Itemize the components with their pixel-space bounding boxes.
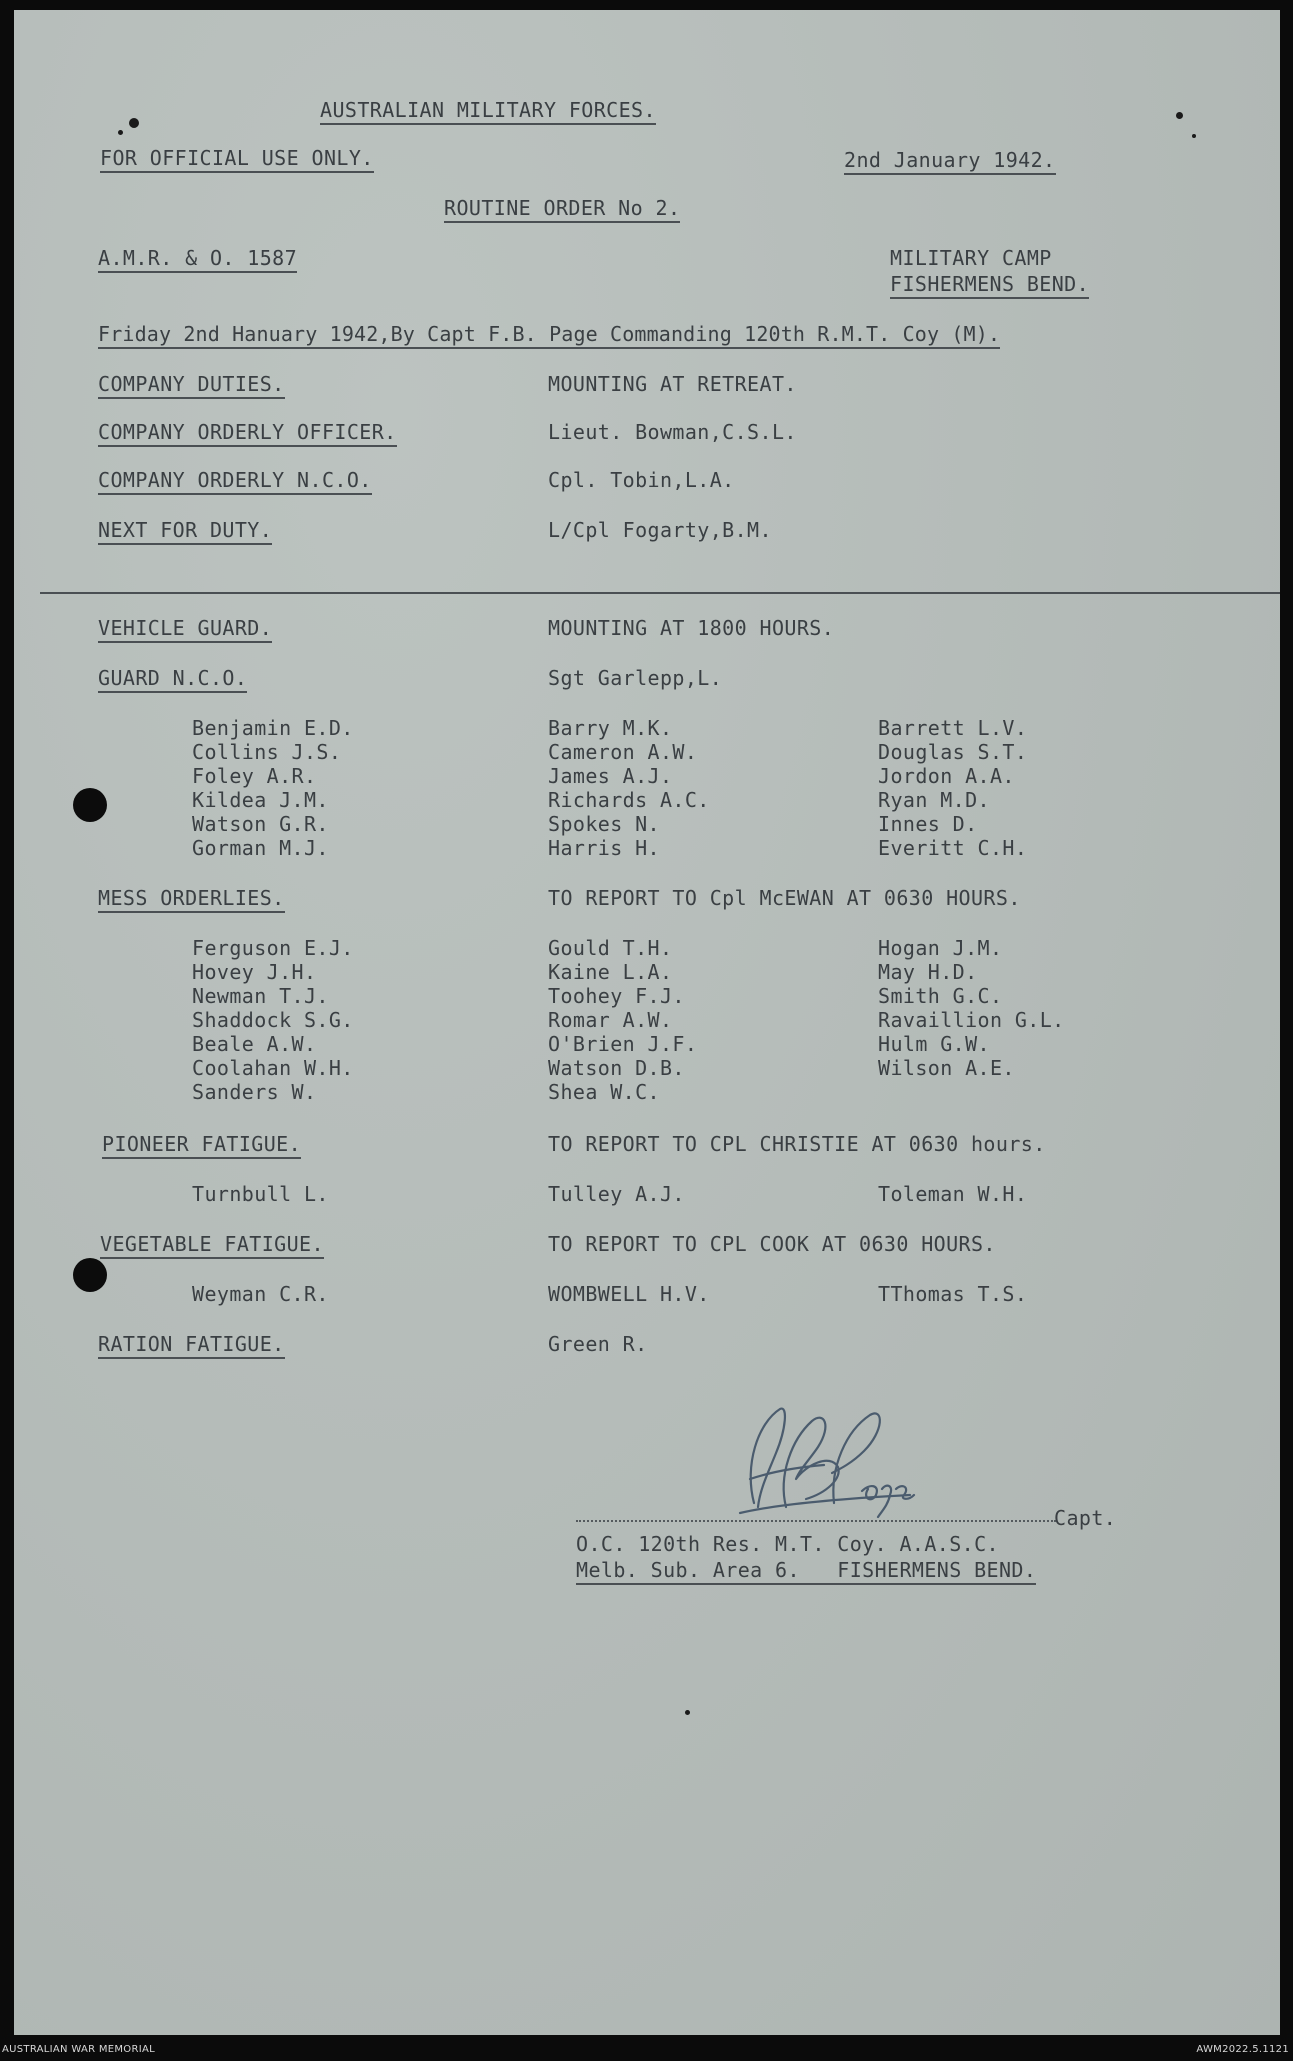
- duty-value: L/Cpl Fogarty,B.M.: [548, 518, 772, 542]
- roster-name: Watson D.B.: [548, 1056, 685, 1080]
- section-label-ration-fatigue: RATION FATIGUE.: [98, 1332, 285, 1359]
- document-date: 2nd January 1942.: [844, 148, 1056, 175]
- duty-label: NEXT FOR DUTY.: [98, 518, 272, 545]
- roster-name: Newman T.J.: [192, 984, 329, 1008]
- roster-name: Toohey F.J.: [548, 984, 685, 1008]
- camp-location: FISHERMENS BEND.: [890, 272, 1089, 299]
- punch-hole-lower: [73, 1258, 107, 1292]
- duty-value: Lieut. Bowman,C.S.L.: [548, 420, 797, 444]
- roster-name: Hulm G.W.: [878, 1032, 990, 1056]
- roster-name: Smith G.C.: [878, 984, 1003, 1008]
- roster-name: Richards A.C.: [548, 788, 710, 812]
- section-divider: [40, 592, 1280, 594]
- duty-value: Cpl. Tobin,L.A.: [548, 468, 735, 492]
- roster-name: James A.J.: [548, 764, 673, 788]
- roster-name: Kildea J.M.: [192, 788, 329, 812]
- roster-name: Toleman W.H.: [878, 1182, 1028, 1206]
- section-instruction: TO REPORT TO CPL CHRISTIE AT 0630 hours.: [548, 1132, 1046, 1156]
- roster-name: Sanders W.: [192, 1080, 317, 1104]
- roster-name: Watson G.R.: [192, 812, 329, 836]
- duty-label: COMPANY DUTIES.: [98, 372, 285, 399]
- section-instruction: Green R.: [548, 1332, 648, 1356]
- roster-name: TThomas T.S.: [878, 1282, 1028, 1306]
- document-title: AUSTRALIAN MILITARY FORCES.: [320, 98, 656, 125]
- archive-reference: AWM2022.5.1121: [1196, 2044, 1289, 2055]
- handwritten-signature: [714, 1395, 954, 1535]
- ink-speck: [1176, 112, 1183, 119]
- archive-credit: AUSTRALIAN WAR MEMORIAL: [2, 2044, 155, 2055]
- roster-name: Gould T.H.: [548, 936, 673, 960]
- roster-name: Benjamin E.D.: [192, 716, 354, 740]
- document-sheet: [14, 10, 1280, 2035]
- camp-name: MILITARY CAMP: [890, 246, 1052, 270]
- reference-number: A.M.R. & O. 1587: [98, 246, 297, 273]
- signatory-unit: O.C. 120th Res. M.T. Coy. A.A.S.C.: [576, 1532, 999, 1556]
- signatory-location: Melb. Sub. Area 6. FISHERMENS BEND.: [576, 1558, 1036, 1585]
- order-authority: Friday 2nd Hanuary 1942,By Capt F.B. Page Commanding 120th R.M.T. Coy (M).: [98, 322, 1000, 349]
- roster-name: Innes D.: [878, 812, 978, 836]
- section-label-vegetable-fatigue: VEGETABLE FATIGUE.: [100, 1232, 324, 1259]
- signatory-rank: Capt.: [1054, 1506, 1117, 1530]
- routine-order-number: ROUTINE ORDER No 2.: [444, 196, 680, 223]
- roster-name: Turnbull L.: [192, 1182, 329, 1206]
- roster-name: Jordon A.A.: [878, 764, 1015, 788]
- section-label-mess-orderlies: MESS ORDERLIES.: [98, 886, 285, 913]
- roster-name: Ryan M.D.: [878, 788, 990, 812]
- guard-nco-value: Sgt Garlepp,L.: [548, 666, 723, 690]
- roster-name: Spokes N.: [548, 812, 660, 836]
- guard-nco-label: GUARD N.C.O.: [98, 666, 247, 693]
- roster-name: Gorman M.J.: [192, 836, 329, 860]
- roster-name: Everitt C.H.: [878, 836, 1028, 860]
- roster-name: Shaddock S.G.: [192, 1008, 354, 1032]
- roster-name: Beale A.W.: [192, 1032, 317, 1056]
- roster-name: Hogan J.M.: [878, 936, 1003, 960]
- roster-name: Tulley A.J.: [548, 1182, 685, 1206]
- roster-name: Wilson A.E.: [878, 1056, 1015, 1080]
- roster-name: Foley A.R.: [192, 764, 317, 788]
- roster-name: Barrett L.V.: [878, 716, 1028, 740]
- roster-name: Harris H.: [548, 836, 660, 860]
- roster-name: Romar A.W.: [548, 1008, 673, 1032]
- section-instruction: TO REPORT TO Cpl McEWAN AT 0630 HOURS.: [548, 886, 1021, 910]
- roster-name: Barry M.K.: [548, 716, 673, 740]
- roster-name: Collins J.S.: [192, 740, 342, 764]
- roster-name: Cameron A.W.: [548, 740, 698, 764]
- duty-label: COMPANY ORDERLY N.C.O.: [98, 468, 372, 495]
- ink-speck: [118, 130, 123, 135]
- section-label-pioneer-fatigue: PIONEER FATIGUE.: [102, 1132, 301, 1159]
- roster-name: Coolahan W.H.: [192, 1056, 354, 1080]
- roster-name: Kaine L.A.: [548, 960, 673, 984]
- ink-speck: [129, 118, 139, 128]
- roster-name: Ferguson E.J.: [192, 936, 354, 960]
- signature-line: [576, 1520, 1056, 1522]
- roster-name: Shea W.C.: [548, 1080, 660, 1104]
- section-label-vehicle-guard: VEHICLE GUARD.: [98, 616, 272, 643]
- duty-value: MOUNTING AT RETREAT.: [548, 372, 797, 396]
- roster-name: O'Brien J.F.: [548, 1032, 698, 1056]
- roster-name: May H.D.: [878, 960, 978, 984]
- roster-name: Douglas S.T.: [878, 740, 1028, 764]
- ink-speck: [685, 1710, 690, 1715]
- section-instruction: TO REPORT TO CPL COOK AT 0630 HOURS.: [548, 1232, 996, 1256]
- duty-label: COMPANY ORDERLY OFFICER.: [98, 420, 397, 447]
- punch-hole-upper: [73, 788, 107, 822]
- ink-speck: [1192, 134, 1196, 138]
- roster-name: Hovey J.H.: [192, 960, 317, 984]
- section-instruction: MOUNTING AT 1800 HOURS.: [548, 616, 835, 640]
- classification: FOR OFFICIAL USE ONLY.: [100, 146, 374, 173]
- roster-name: Weyman C.R.: [192, 1282, 329, 1306]
- roster-name: WOMBWELL H.V.: [548, 1282, 710, 1306]
- roster-name: Ravaillion G.L.: [878, 1008, 1065, 1032]
